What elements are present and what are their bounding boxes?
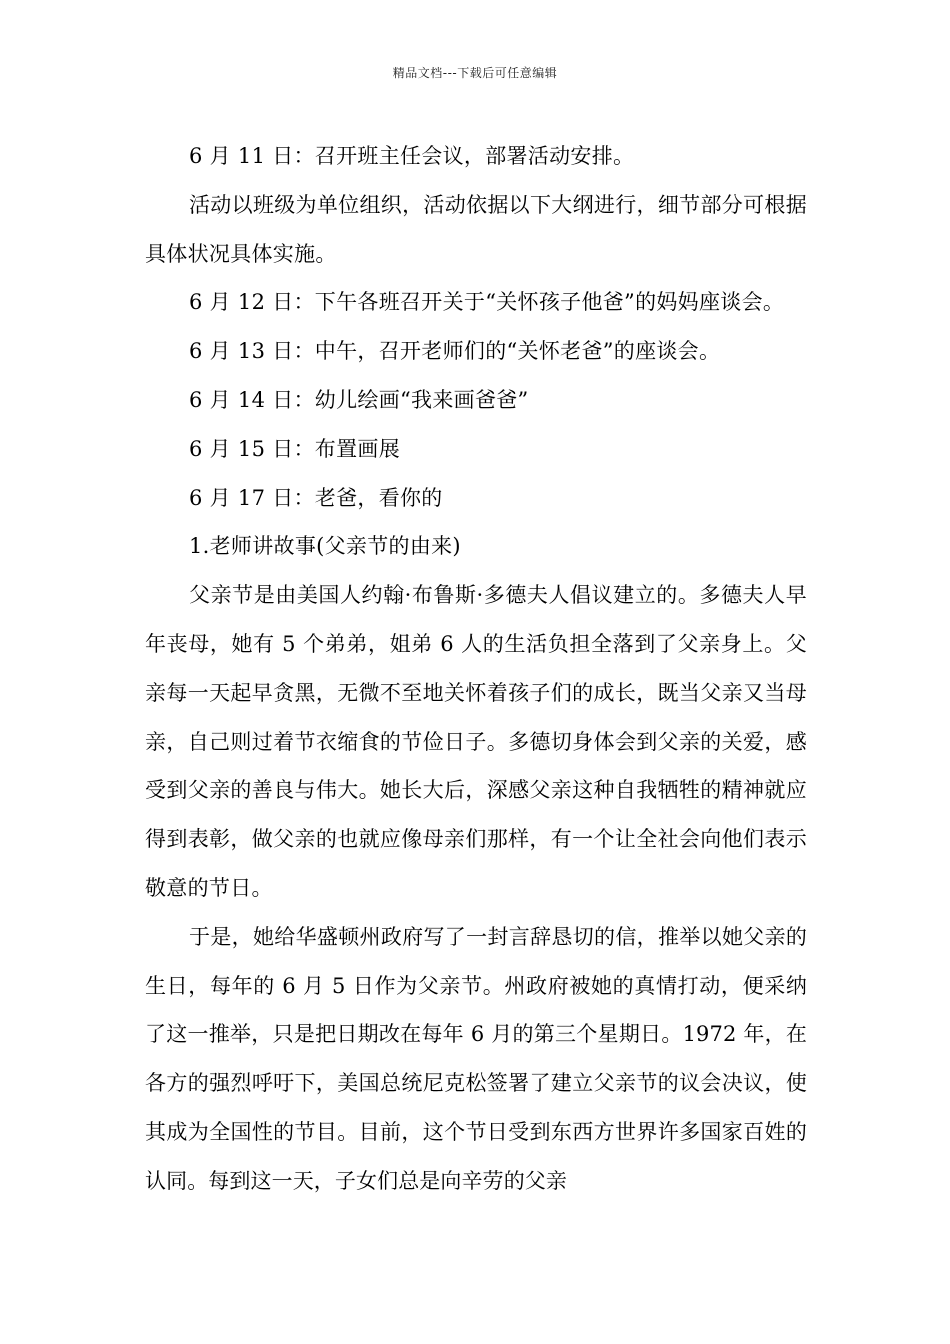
paragraph-event-0617: 6 月 17 日：老爸，看你的 [189,485,443,510]
paragraph-fathers-day-adoption: 于是，她给华盛顿州政府写了一封言辞恳切的信，推举以她父亲的生日，每年的 6 月 5 日作为父亲节。州政府被她的真情打动，便采纳了这一推举，只是把日期改在每年 6 月的第三个星期日。1972 年，在各方的强烈呼吁下，美国总统尼克松签署了建立父亲节的议会决议，使其成为全国性的节目。目前，这个节日受到东西方世界许多国家百姓的认同。每到这一天，子女们总是向辛劳的父亲 [145,924,807,1193]
page-header: 精品文档---下载后可任意编辑 [392,66,558,80]
paragraph-exhibition-0615: 6 月 15 日：布置画展 [189,436,401,461]
paragraph-meeting-0613: 6 月 13 日：中午，召开老师们的“关怀老爸”的座谈会。 [189,339,721,364]
paragraph-story-heading: 1.老师讲故事(父亲节的由来) [189,534,461,559]
paragraph-meeting-0611: 6 月 11 日：召开班主任会议，部署活动安排。 [189,144,635,168]
document-body [145,132,807,1206]
paragraph-drawing-0614: 6 月 14 日：幼儿绘画“我来画爸爸” [189,387,529,412]
paragraph-meeting-0612: 6 月 12 日：下午各班召开关于“关怀孩子他爸”的妈妈座谈会。 [189,290,785,315]
paragraph-activity-organization: 活动以班级为单位组织，活动依据以下大纲进行，细节部分可根据具体状况具体实施。 [145,192,807,266]
paragraph-fathers-day-origin: 父亲节是由美国人约翰·布鲁斯·多德夫人倡议建立的。多德夫人早年丧母，她有 5 个弟弟，姐弟 6 人的生活负担全落到了父亲身上。父亲每一天起早贪黑，无微不至地关怀着孩子们的成长，既当父亲又当母亲，自己则过着节衣缩食的节俭日子。多德切身体会到父亲的关爱，感受到父亲的善良与伟大。她长大后，深感父亲这种自我牺牲的精神就应得到表彰，做父亲的也就应像母亲们那样，有一个让全社会向他们表示敬意的节日。 [145,583,807,900]
